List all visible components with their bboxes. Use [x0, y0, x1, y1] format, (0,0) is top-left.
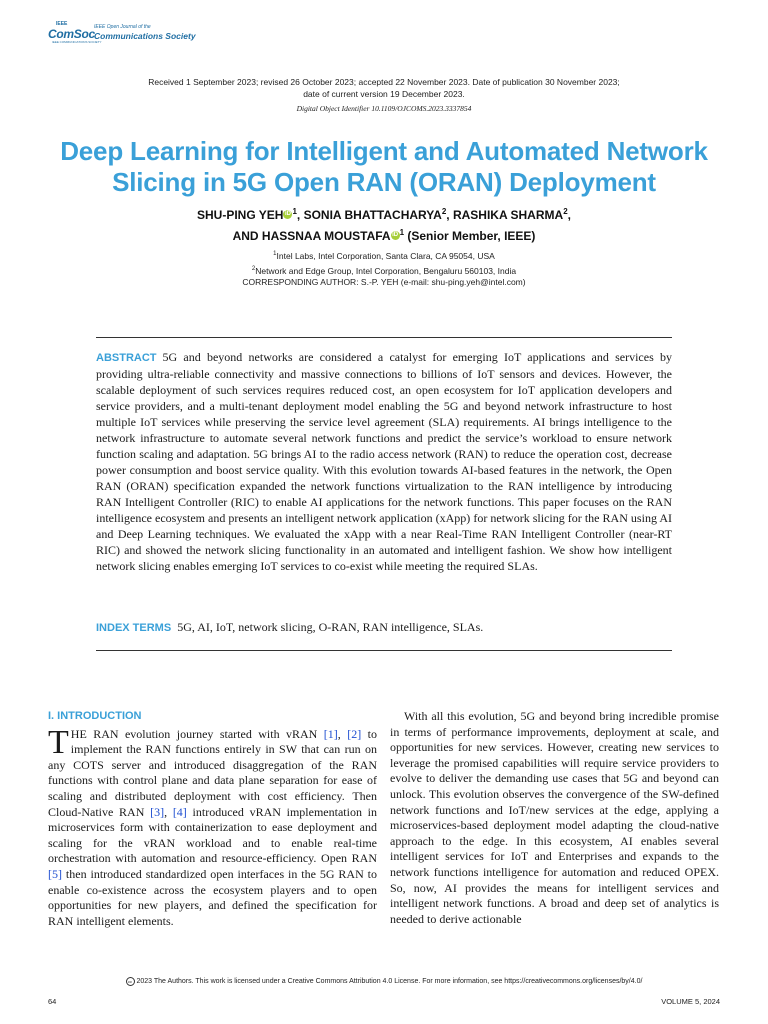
citation-link[interactable]: [2]	[347, 726, 362, 741]
citation-separator: ,	[337, 726, 348, 741]
divider-bottom	[96, 650, 672, 651]
citation-link[interactable]: [4]	[172, 804, 187, 819]
intro-text: HE RAN evolution journey started with vRAN	[70, 726, 324, 741]
affil-1-number: 1	[273, 251, 277, 257]
orcid-icon[interactable]: iD	[284, 211, 291, 217]
author-1-affil: 1	[292, 207, 297, 216]
journal-name-top: IEEE Open Journal of the	[94, 24, 151, 30]
author-4: AND HASSNAA MOUSTAFA	[232, 229, 391, 243]
abstract	[96, 349, 672, 574]
license-text: 2023 The Authors. This work is licensed under a Creative Commons Attribution 4.0 License. For more information, see https://creativecommons.org/licenses/by/4.0/	[136, 978, 643, 985]
logo-comsoc-text: ComSoc	[48, 27, 95, 41]
citation-separator: ,	[164, 804, 173, 819]
title-line-2: Slicing in 5G Open RAN (ORAN) Deployment	[112, 167, 656, 197]
intro-text: introduced vRAN implementation in microservices form with containerization to ease deployment and scaling for the vRAN workload and to enable real-time orchestration with automation and resource-efficiency. Open RAN	[48, 804, 377, 866]
author-3-affil: 2	[563, 207, 568, 216]
index-terms	[96, 619, 672, 636]
logo-subtitle: IEEE COMMUNICATIONS SOCIETY	[52, 40, 102, 44]
affil-1: Intel Labs, Intel Corporation, Santa Clara, CA 95054, USA	[276, 251, 495, 261]
received-line-2: date of current version 19 December 2023.	[303, 89, 465, 99]
intro-right-column	[390, 709, 719, 927]
affil-2: Network and Edge Group, Intel Corporation, Bengaluru 560103, India	[255, 266, 517, 276]
abstract-label: ABSTRACT	[96, 352, 157, 364]
intro-text: then introduced standardized open interfaces in the 5G RAN to enable co-existence across the ecosystem players and to open opportunities for new players, and defined the specification for RAN intelligent elements.	[48, 866, 377, 928]
intro-paragraph-2: With all this evolution, 5G and beyond bring incredible promise in terms of performance improvements, deployment at scale, and opportunities for new services. However, creating new services to leverage the promised capabilities will require service providers to evolve to deliver the demanding use cases that 5G and beyond can unlock. This evolution observes the convergence of the SW-defined network functions and IoT/new services at the edge, applying a microservices-based deployment model adapting the cloud-native approach to the edge. In this ecosystem, AI enables several intelligent services for IoT and Enterprises and expands to the network functions intelligence for automation and reduced OPEX. So, now, AI provides the means for intelligent services and intelligent network functions. A broad and deep set of analytics is needed to derive actionable	[390, 709, 719, 926]
abstract-text: 5G and beyond networks are considered a catalyst for emerging IoT applications and services by providing ultra-reliable connectivity and massive connections to billions of IoT sensors and devices. However, the scalable deployment of such services requires reduced cost, an open ecosystem for IoT application developers and service providers, and a multi-tenant deployment model enabling the 5G and beyond network infrastructure to host multiple IoT services while preserving the service level agreement (SLA) requirements. AI brings intelligence to the network infrastructure to automate several network functions and predict the service’s workload to ensure network function scaling and adaptation. 5G brings AI to the radio access network (RAN) to reduce the operation cost, decrease power consumption and boost service quality. With this evolution towards AI-based features in the network, the Open RAN (ORAN) specification expanded the network functions virtualization to the RAN intelligence by introducing RAN Intelligent Controller (RIC) to enable AI applications for the network functions. This paper focuses on the RAN intelligence ecosystem and presents an intelligent network application (xApp) for network slicing for the RAN using AI and Deep Learning techniques. We evaluated the xApp with a near Real-Time RAN Intelligent Controller (near-RT RIC) and showed the network slicing functionality in an automated and intelligent fashion. We show how intelligent network slicing enables emerging IoT services to co-exist while meeting the required SLAs.	[96, 350, 672, 573]
citation-link[interactable]: [1]	[323, 726, 338, 741]
journal-logo	[48, 21, 218, 46]
affiliations	[100, 248, 668, 278]
corresponding-author: CORRESPONDING AUTHOR: S.-P. YEH (e-mail: shu-ping.yeh@intel.com)	[242, 277, 526, 287]
index-terms-label: INDEX TERMS	[96, 622, 172, 634]
author-3: RASHIKA SHARMA	[452, 208, 564, 222]
logo-ieee-text: IEEE	[56, 21, 68, 27]
license-notice	[60, 977, 708, 986]
orcid-icon[interactable]: iD	[392, 232, 399, 238]
publication-dates	[100, 76, 668, 100]
intro-left-column	[48, 709, 377, 929]
received-line-1: Received 1 September 2023; revised 26 October 2023; accepted 22 November 2023. Date of publication 30 November 2023;	[148, 77, 620, 87]
affil-2-number: 2	[251, 266, 256, 272]
citation-link[interactable]: [3]	[150, 804, 165, 819]
citation-link[interactable]: [5]	[48, 866, 62, 881]
author-4-suffix: (Senior Member, IEEE)	[407, 229, 536, 243]
section-heading: I. INTRODUCTION	[48, 710, 142, 722]
doi: Digital Object Identifier 10.1109/OJCOMS.2023.3337854	[296, 104, 472, 113]
author-1: SHU-PING YEH	[197, 208, 284, 222]
journal-name: Communications Society	[94, 31, 196, 41]
creative-commons-icon: cc	[126, 977, 135, 986]
title-line-1: Deep Learning for Intelligent and Automated Network	[60, 136, 708, 166]
author-4-affil: 1	[399, 228, 405, 237]
page-number: 64	[48, 997, 57, 1006]
divider-top	[96, 337, 672, 338]
index-terms-text: 5G, AI, IoT, network slicing, O-RAN, RAN intelligence, SLAs.	[177, 620, 484, 634]
intro-text: to implement the RAN functions entirely in SW that can run on any COTS server and introduced disaggregation of the RAN functions with control plane and data plane separation for ease of scaling and distributed deployment with cost efficiency. Then Cloud-Native RAN	[48, 726, 377, 819]
paper-title	[40, 136, 728, 198]
author-2: SONIA BHATTACHARYA	[303, 208, 442, 222]
volume-info: VOLUME 5, 2024	[661, 997, 720, 1006]
author-2-affil: 2	[441, 207, 447, 216]
drop-cap: T	[48, 723, 69, 761]
author-list: SHU-PING YEH iD $^1$, SONIA BHATTACHARYA$^2$, RASHIKA SHARMA$^2$, AND HASSNAA MOUSTAFA iD $^1$ (Senior Member, IEEE)	[197, 207, 571, 243]
